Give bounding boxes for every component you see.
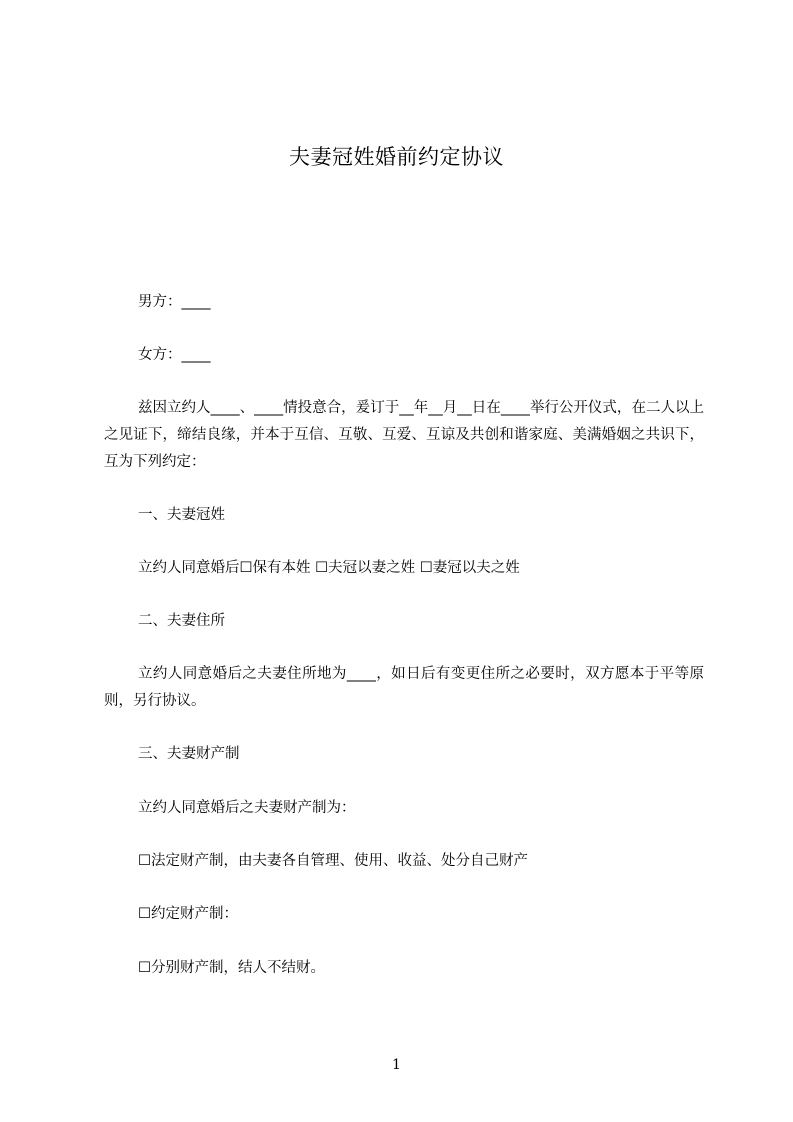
section2-heading: 二、夫妻住所 [138,613,225,629]
page-number: 1 [392,1057,401,1073]
section2-paragraph: 立约人同意婚后之夫妻住所地为____，如日后有变更住所之必要时，双方愿本于平等原则，另行协议。 [104,666,704,709]
document-title: 夫妻冠姓婚前约定协议 [289,145,504,169]
husband-line: 男方：____ [138,294,211,310]
section1-text: 立约人同意婚后☐保有本姓 ☐夫冠以妻之姓 ☐妻冠以夫之姓 [138,560,520,576]
section1-heading: 一、夫妻冠姓 [138,507,225,523]
section3-intro: 立约人同意婚后之夫妻财产制为： [138,800,356,816]
option-separate: ☐分别财产制，结人不结财。 [138,960,325,976]
option-agreed: ☐约定财产制： [138,906,238,922]
section3-heading: 三、夫妻财产制 [138,746,240,762]
wife-line: 女方：____ [138,347,211,363]
option-statutory: ☐法定财产制，由夫妻各自管理、使用、收益、处分自己财产 [138,853,528,869]
intro-paragraph: 兹因立约人____、____情投意合，爰订于__年__月__日在____举行公开仪式，在二人以上之见证下，缔结良缘，并本于互信、互敬、互爱、互谅及共创和谐家庭、美满婚姻之共识下，互为下列约定： [104,400,704,470]
